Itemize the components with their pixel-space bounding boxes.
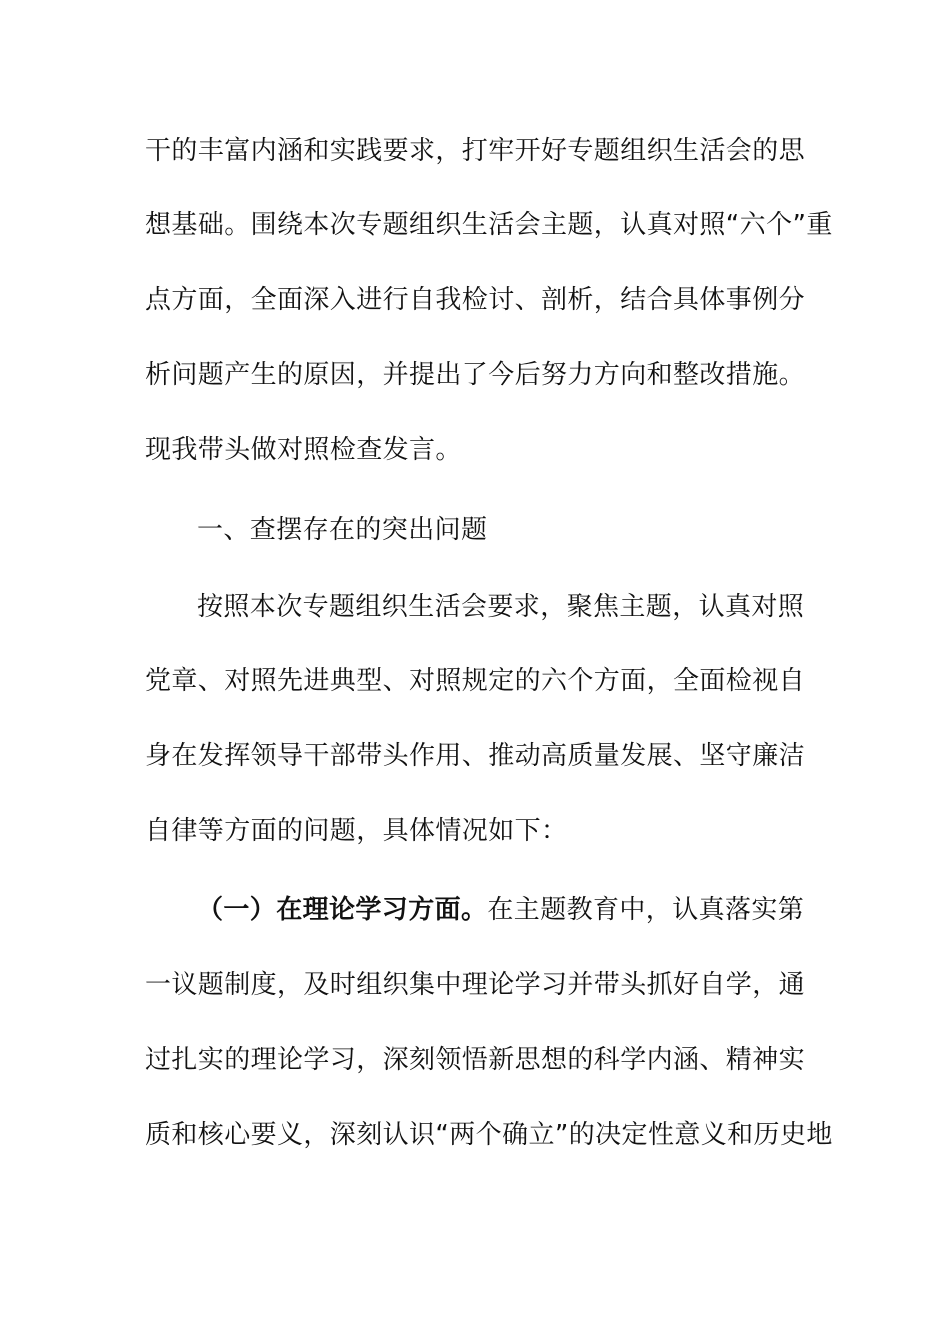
subsection-heading: （一）在理论学习方面。 [197, 895, 488, 925]
section-heading: 一、查摆存在的突出问题 [197, 515, 488, 545]
paragraph1-line5: 现我带头做对照检查发言。 [145, 435, 462, 465]
paragraph1-line2: 想基础。围绕本次专题组织生活会主题，认真对照“六个”重 [145, 210, 833, 240]
paragraph3-line1-text: 在主题教育中，认真落实第 [487, 895, 805, 925]
paragraph1-line4: 析问题产生的原因，并提出了今后努力方向和整改措施。 [145, 360, 806, 390]
paragraph3-line4: 质和核心要义，深刻认识“两个确立”的决定性意义和历史地 [145, 1120, 833, 1150]
paragraph2-line3: 身在发挥领导干部带头作用、推动高质量发展、坚守廉洁 [145, 741, 806, 771]
paragraph2-line4: 自律等方面的问题，具体情况如下： [145, 816, 568, 846]
paragraph3-line2: 一议题制度，及时组织集中理论学习并带头抓好自学，通 [145, 970, 806, 1000]
paragraph1-line3: 点方面，全面深入进行自我检讨、剖析，结合具体事例分 [145, 285, 806, 315]
paragraph2-line2: 党章、对照先进典型、对照规定的六个方面，全面检视自 [145, 666, 806, 696]
paragraph1-line1: 干的丰富内涵和实践要求，打牢开好专题组织生活会的思 [145, 136, 806, 166]
paragraph3-line1 [197, 890, 810, 930]
paragraph2-line1: 按照本次专题组织生活会要求，聚焦主题，认真对照 [197, 592, 805, 622]
paragraph3-line3: 过扎实的理论学习，深刻领悟新思想的科学内涵、精神实 [145, 1045, 806, 1075]
